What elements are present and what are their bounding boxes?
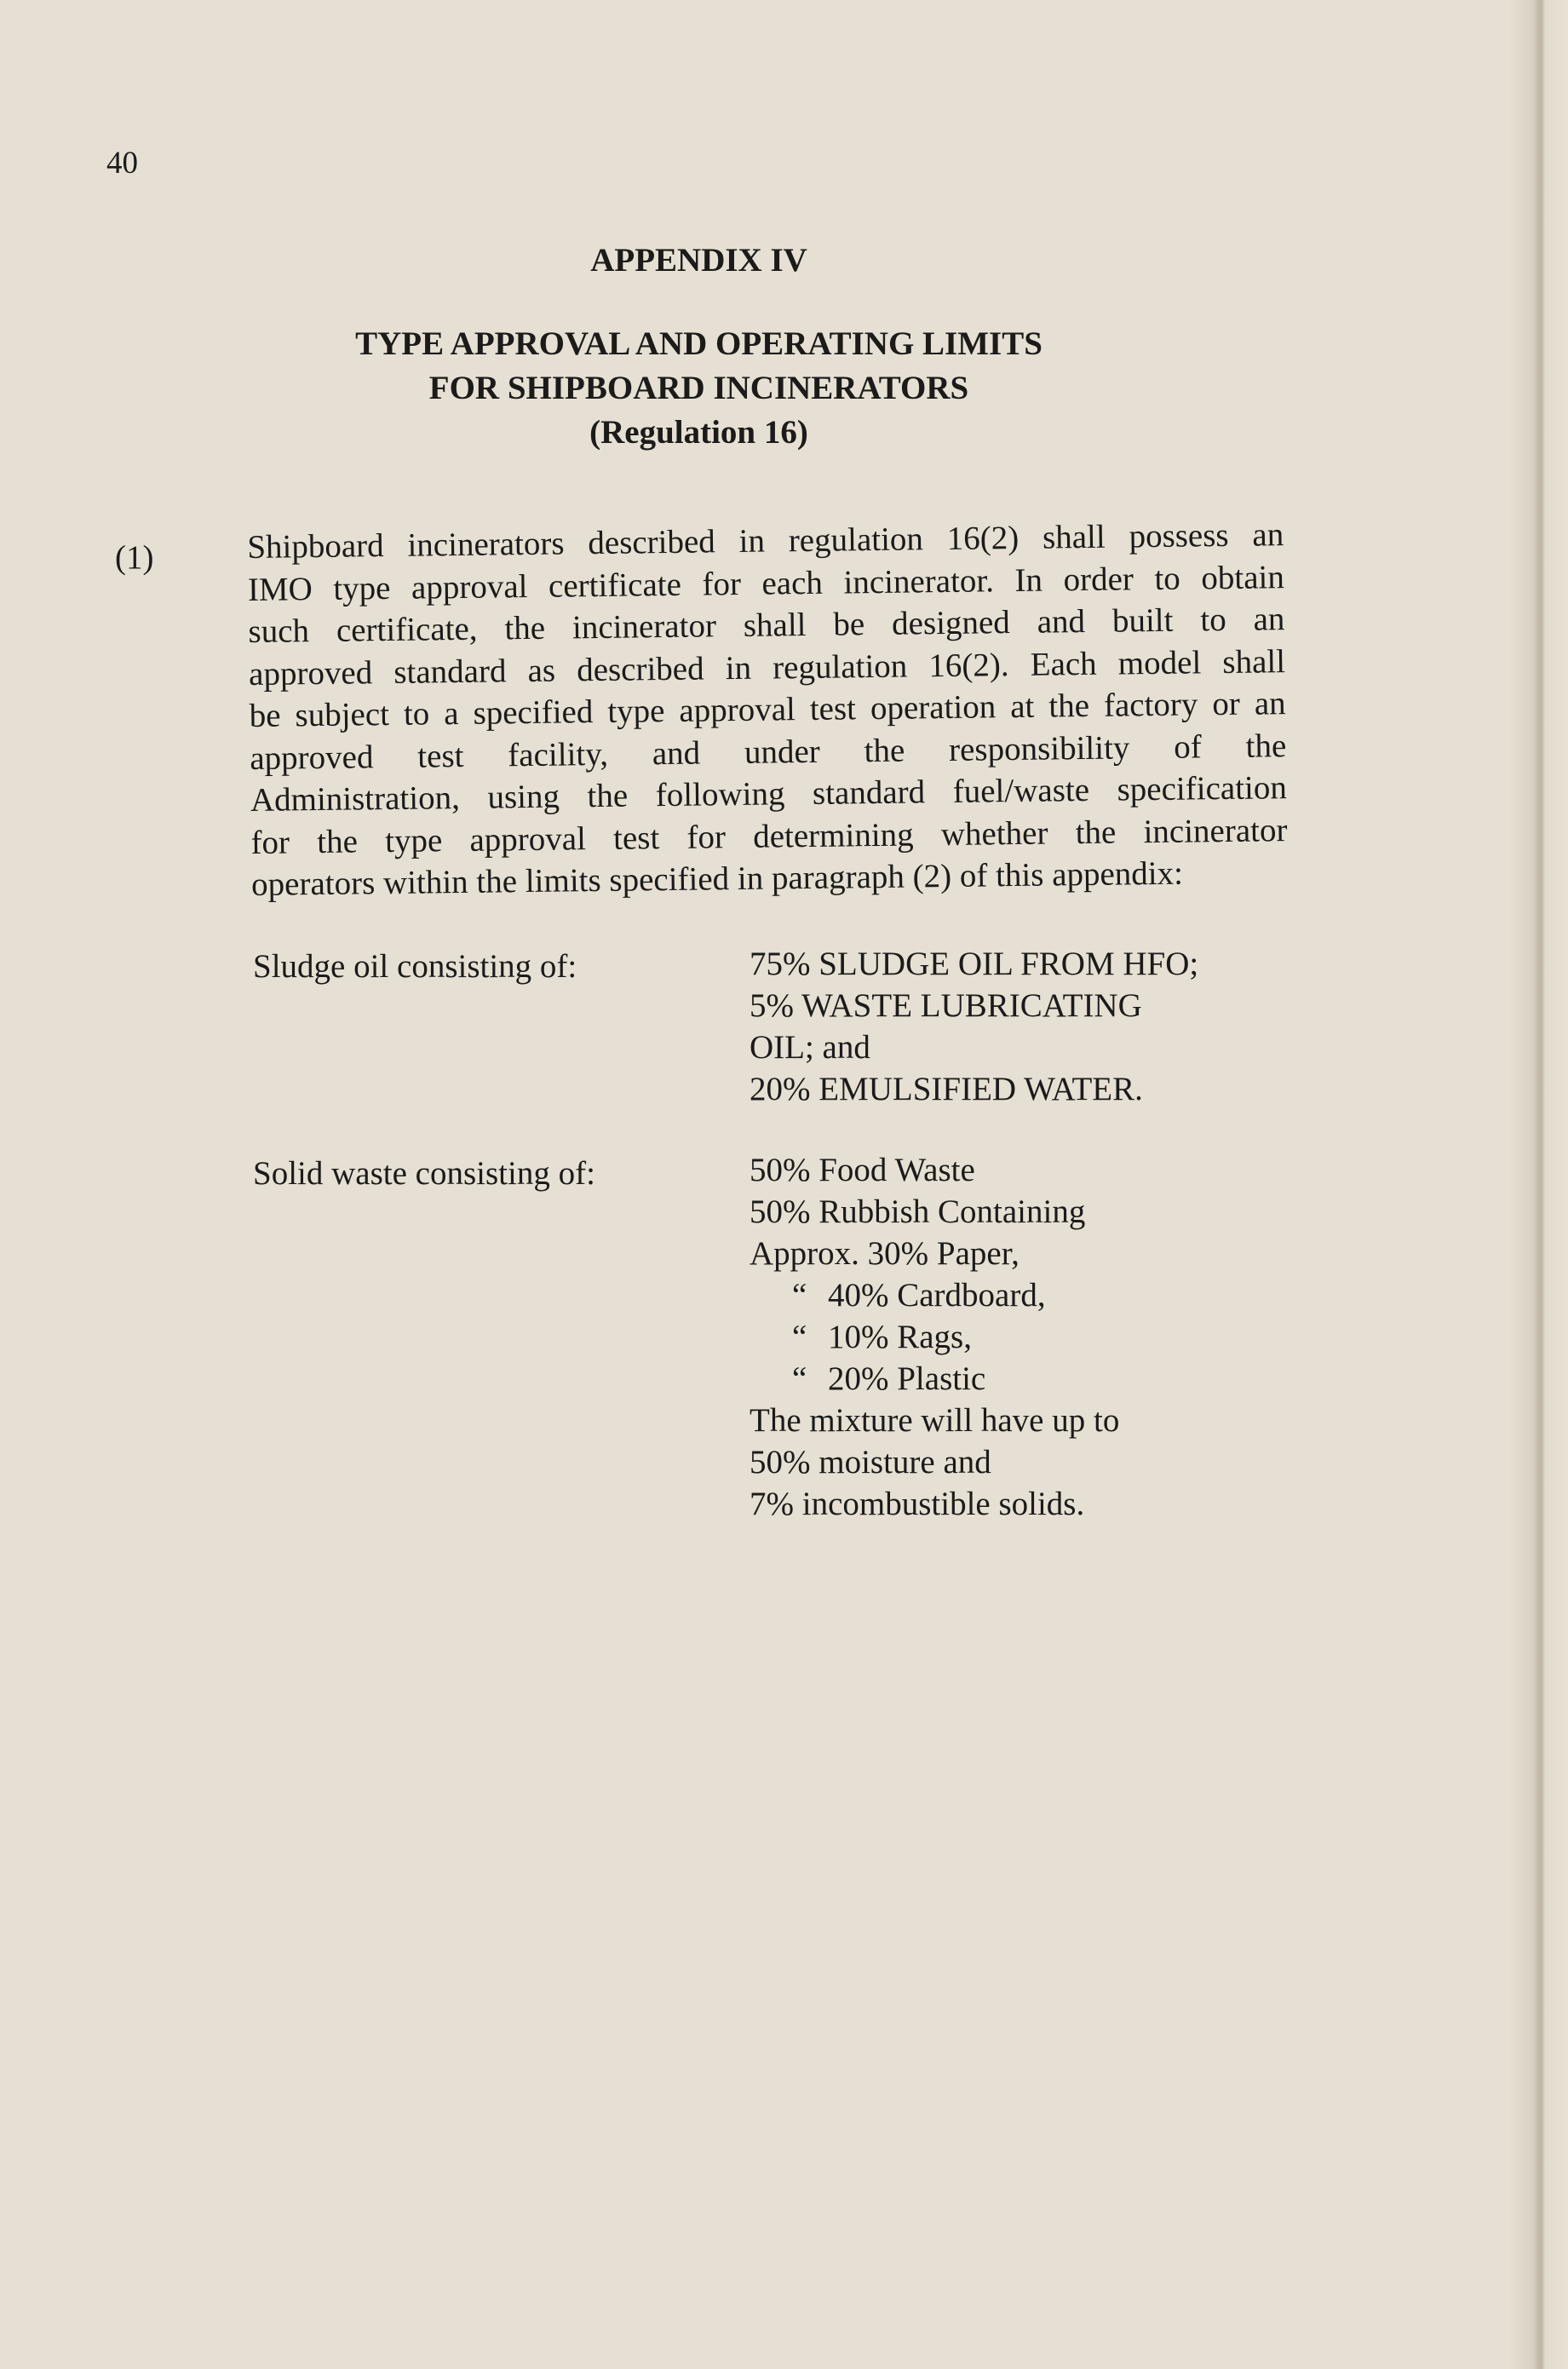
ditto-line (750, 1274, 1119, 1316)
ditto-line (750, 1358, 1119, 1400)
paragraph-line: Shipboard incinerators described in regulation 16(2) shall possess an (247, 516, 1284, 566)
solid-waste-spec (750, 1149, 1119, 1525)
ditto-line (750, 1316, 1119, 1358)
section-heading (0, 322, 1398, 455)
sludge-spec-line: OIL; and (750, 1029, 870, 1066)
solid-spec-line: 7% incombustible solids. (750, 1486, 1085, 1522)
ditto-mark: “ (792, 1277, 807, 1314)
appendix-title: APPENDIX IV (590, 242, 807, 279)
paragraph-line: approved test facility, and under the responsibility of the (250, 727, 1287, 777)
ditto-mark: “ (792, 1319, 807, 1355)
solid-spec-line: 50% moisture and (750, 1444, 991, 1481)
paragraph-line: be subject to a specified type approval test operation at the factory or an (249, 685, 1286, 734)
sludge-spec-line: 20% EMULSIFIED WATER. (750, 1071, 1143, 1107)
solid-spec-line: 40% Cardboard, (828, 1277, 1046, 1314)
ditto-mark: “ (792, 1360, 807, 1397)
solid-spec-line: 50% Rubbish Containing (750, 1193, 1086, 1230)
paragraph-line: Administration, using the following standard fuel/waste specification (250, 769, 1288, 819)
heading-line-3: (Regulation 16) (589, 414, 808, 451)
page-edge (1508, 0, 1568, 2369)
paragraph-line: such certificate, the incinerator shall be designed and built to an (248, 601, 1285, 650)
heading-line-2: FOR SHIPBOARD INCINERATORS (428, 370, 969, 406)
sludge-spec-line: 75% SLUDGE OIL FROM HFO; (750, 946, 1199, 982)
sludge-spec-line: 5% WASTE LUBRICATING (750, 987, 1142, 1024)
paragraph-line: approved standard as described in regulation 16(2). Each model shall (248, 642, 1286, 693)
heading-line-1: TYPE APPROVAL AND OPERATING LIMITS (355, 325, 1042, 362)
solid-spec-line: 20% Plastic (828, 1360, 986, 1397)
paragraph-line: operators within the limits specified in paragraph (2) of this appendix: (250, 854, 1184, 903)
paragraph-line: for the type approval test for determining whether the incinerator (250, 811, 1288, 861)
paragraph-line: IMO type approval certificate for each incinerator. In order to obtain (247, 558, 1285, 608)
sludge-oil-spec (750, 943, 1198, 1110)
sludge-oil-label: Sludge oil consisting of: (253, 948, 577, 985)
page-number: 40 (106, 146, 138, 181)
solid-waste-label: Solid waste consisting of: (253, 1155, 595, 1192)
solid-spec-line: 10% Rags, (828, 1319, 972, 1355)
paragraph-number: (1) (115, 539, 154, 576)
paragraph-text (247, 514, 1288, 906)
solid-spec-line: Approx. 30% Paper, (750, 1235, 1019, 1272)
solid-spec-line: The mixture will have up to (750, 1402, 1120, 1439)
solid-spec-line: 50% Food Waste (750, 1152, 975, 1188)
